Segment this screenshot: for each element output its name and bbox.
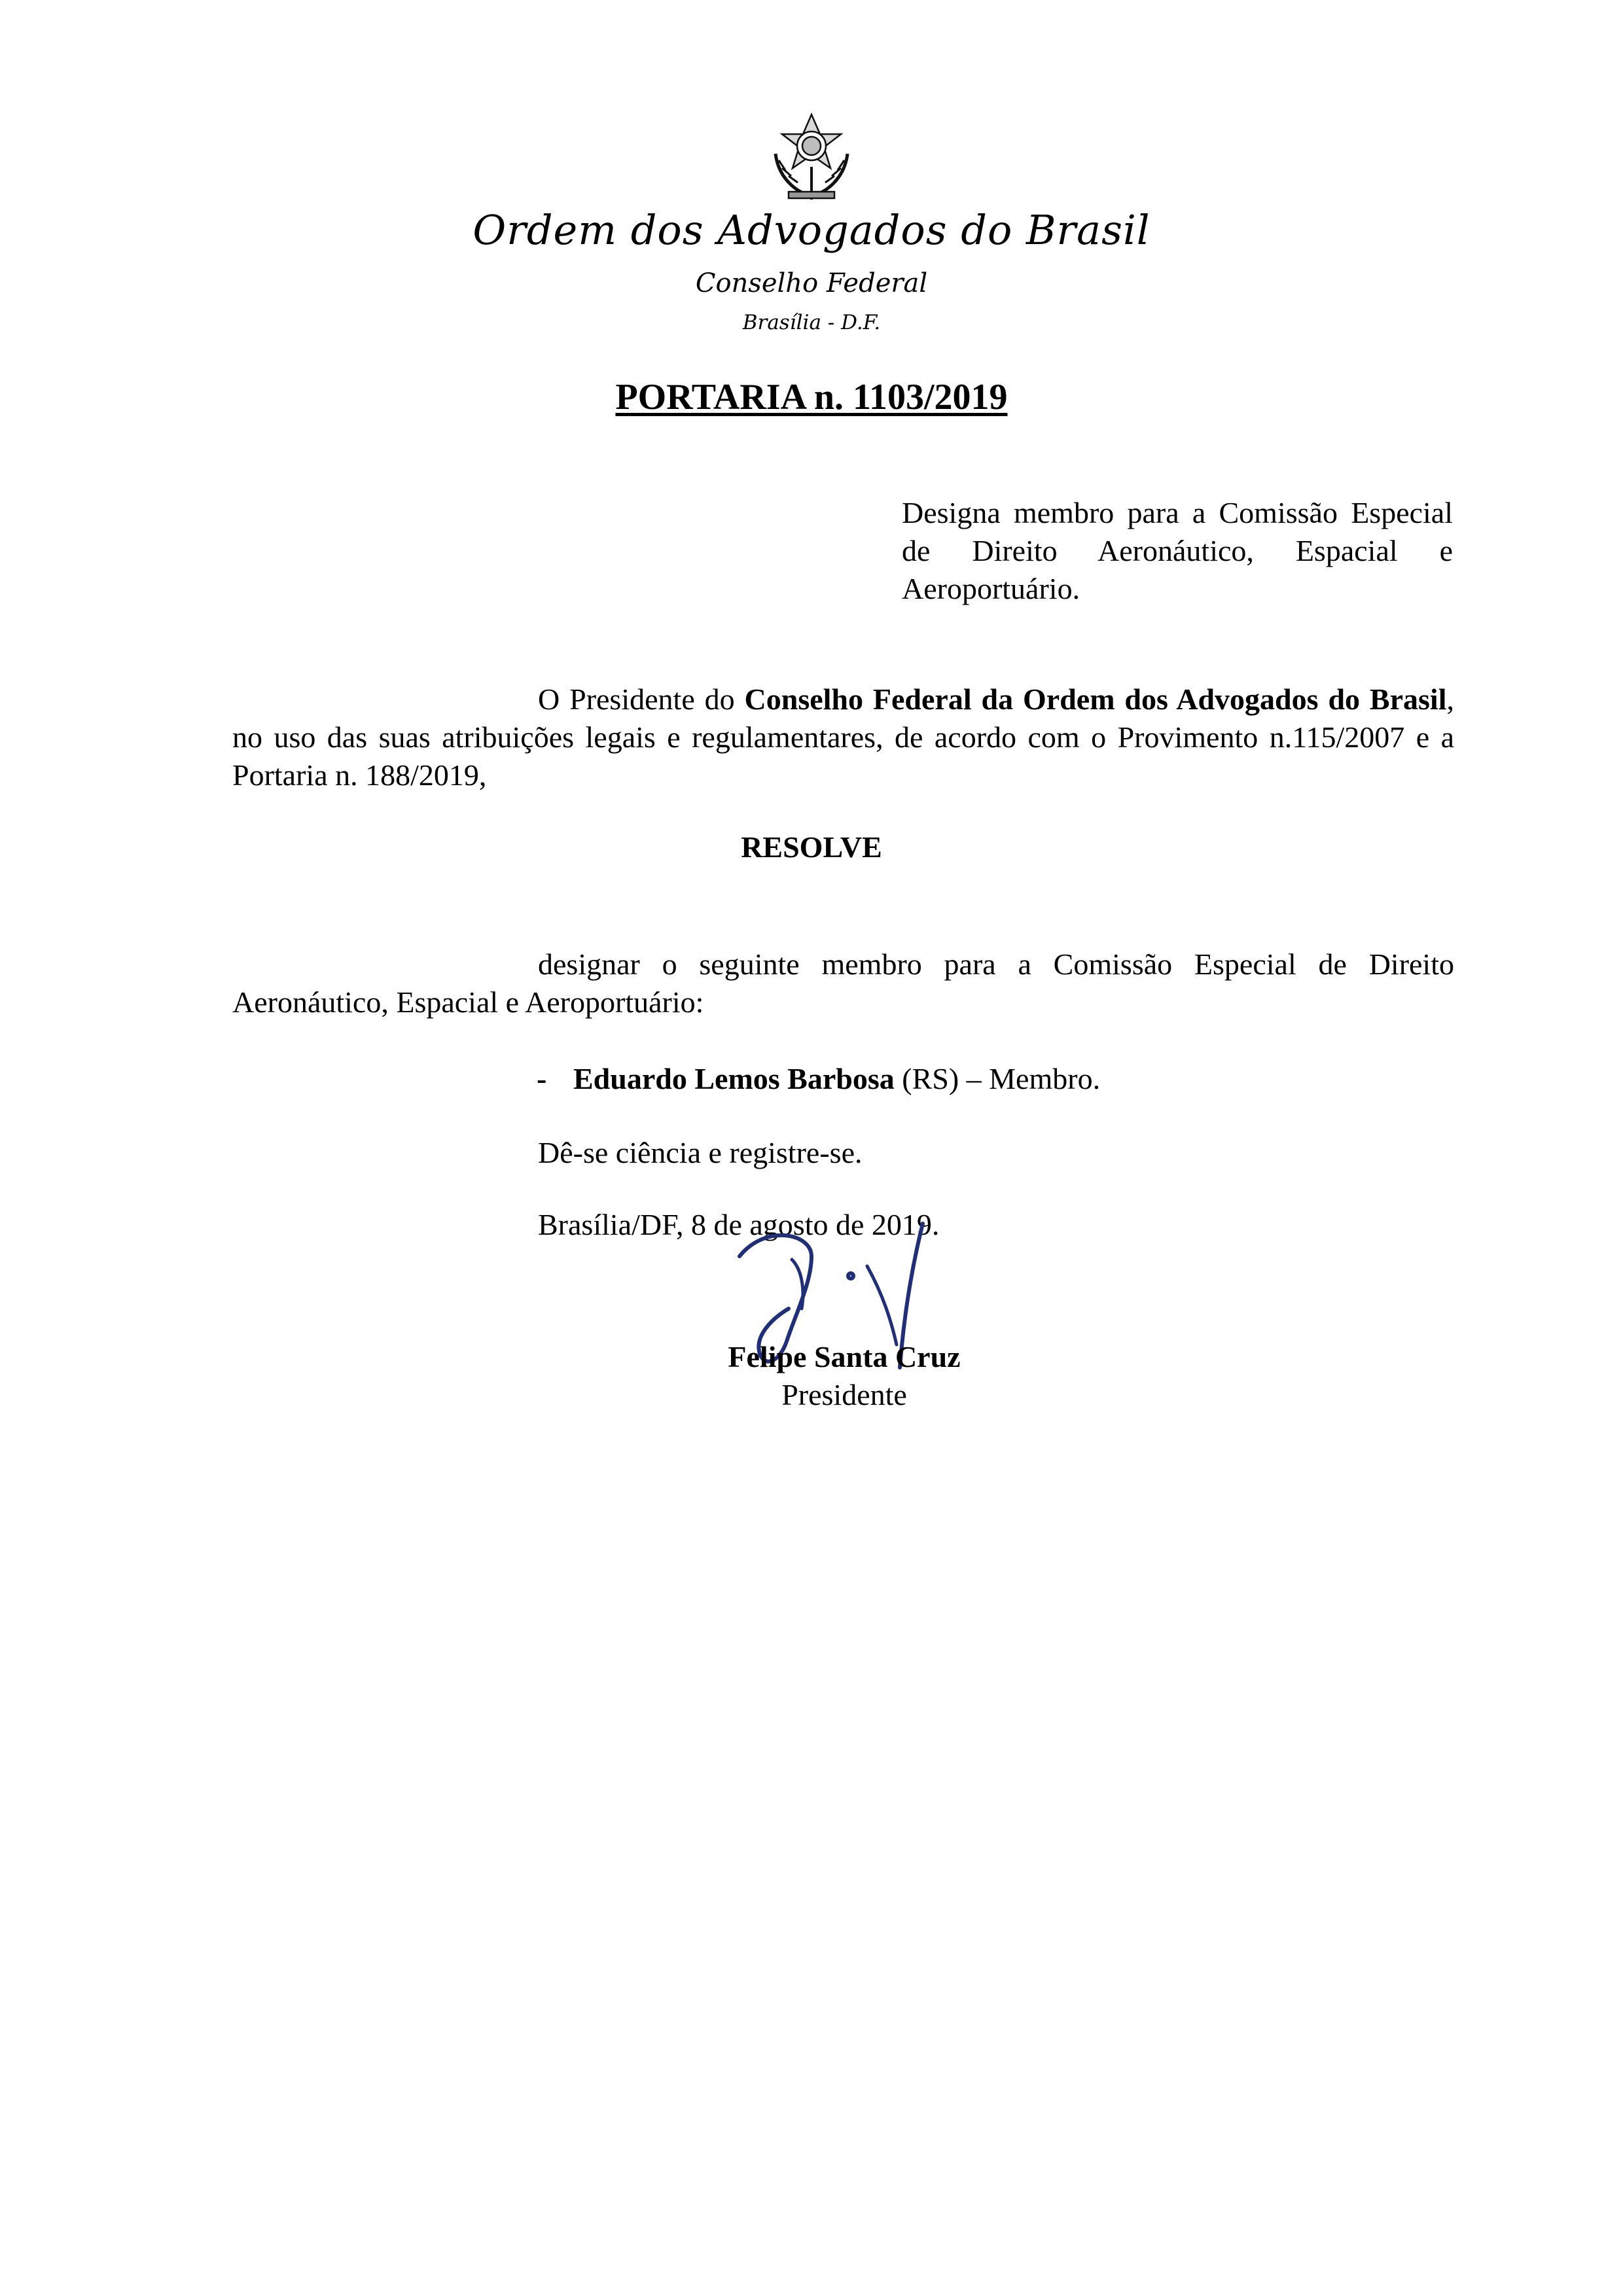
- preamble-rest: , no uso das suas atribuições legais e regulamentares, de acordo com o Provimento n.115/2007 e a Portaria n. 188/2019,: [232, 682, 1454, 792]
- preamble-lead: O Presidente do: [538, 682, 745, 716]
- member-bullet: -: [537, 1062, 547, 1095]
- member-entry: [537, 1060, 1100, 1098]
- council-location: Brasília - D.F.: [742, 311, 881, 334]
- preamble-paragraph: [232, 680, 1454, 794]
- preamble-entity: Conselho Federal da Ordem dos Advogados do Brasil: [744, 682, 1447, 716]
- place-date: Brasília/DF, 8 de agosto de 2019.: [538, 1208, 940, 1241]
- ementa: Designa membro para a Comissão Especial de Direito Aeronáutico, Espacial e Aeroportuário.: [902, 496, 1453, 605]
- resolve-heading: RESOLVE: [741, 830, 882, 864]
- signer-role: Presidente: [781, 1378, 907, 1411]
- publication-note: Dê-se ciência e registre-se.: [538, 1136, 863, 1169]
- resolution-paragraph: designar o seguinte membro para a Comissão Especial de Direito Aeronáutico, Espacial e Aeroportuário:: [232, 947, 1454, 1019]
- brazil-coat-of-arms-icon: [762, 108, 861, 206]
- member-detail: (RS) – Membro.: [894, 1062, 1101, 1095]
- signer-name: Felipe Santa Cruz: [728, 1340, 961, 1373]
- member-name: Eduardo Lemos Barbosa: [573, 1062, 895, 1095]
- council-name: Conselho Federal: [695, 268, 928, 298]
- organization-name: Ordem dos Advogados do Brasil: [473, 206, 1150, 254]
- document-title-text: PORTARIA n. 1103/2019: [615, 377, 1008, 417]
- document-title: [0, 376, 1623, 418]
